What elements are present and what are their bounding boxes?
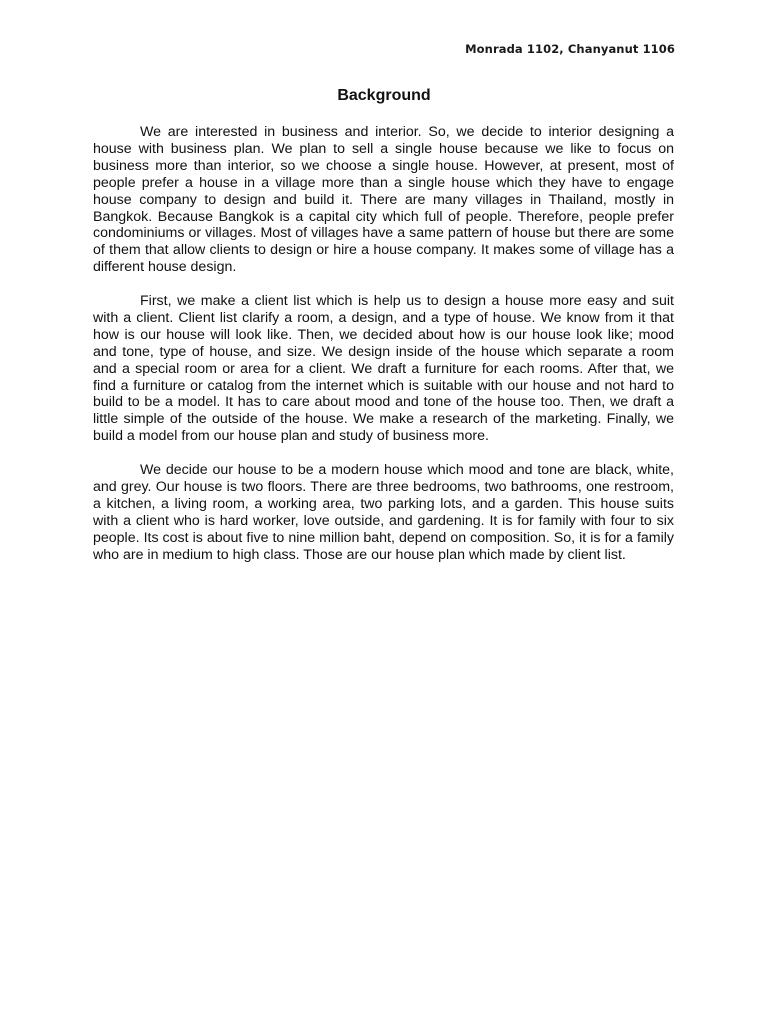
body-text [93, 124, 674, 580]
author-header: Monrada 1102, Chanyanut 1106 [465, 42, 675, 56]
paragraph-3: We decide our house to be a modern house which mood and tone are black, white, and grey. Our house is two floors. There are three bedrooms, two bathrooms, one restroom, a kitchen, a living room, a working area, two parking lots, and a garden. This house suits with a client who is hard worker, love outside, and gardening. It is for family with four to six people. Its cost is about five to nine million baht, depend on composition. So, it is for a family who are in medium to high class. Those are our house plan which made by client list. [93, 462, 674, 563]
page-title: Background [337, 87, 431, 104]
paragraph-1: We are interested in business and interior. So, we decide to interior designing a house with business plan. We plan to sell a single house because we like to focus on business more than interior, so we choose a single house. However, at present, most of people prefer a house in a village more than a single house which they have to engage house company to design and build it. There are many villages in Thailand, mostly in Bangkok. Because Bangkok is a capital city which full of people. Therefore, people prefer condominiums or villages. Most of villages have a same pattern of house but there are some of them that allow clients to design or hire a house company. It makes some of village has a different house design. [93, 124, 674, 276]
paragraph-2: First, we make a client list which is help us to design a house more easy and suit with a client. Client list clarify a room, a design, and a type of house. We know from it that how is our house will look like. Then, we decided about how is our house look like; mood and tone, type of house, and size. We design inside of the house which separate a room and a special room or area for a client. We draft a furniture for each rooms. After that, we find a furniture or catalog from the internet which is suitable with our house and not hard to build to be a model. It has to care about mood and tone of the house too. Then, we draft a little simple of the outside of the house. We make a research of the marketing. Finally, we build a model from our house plan and study of business more. [93, 293, 674, 445]
